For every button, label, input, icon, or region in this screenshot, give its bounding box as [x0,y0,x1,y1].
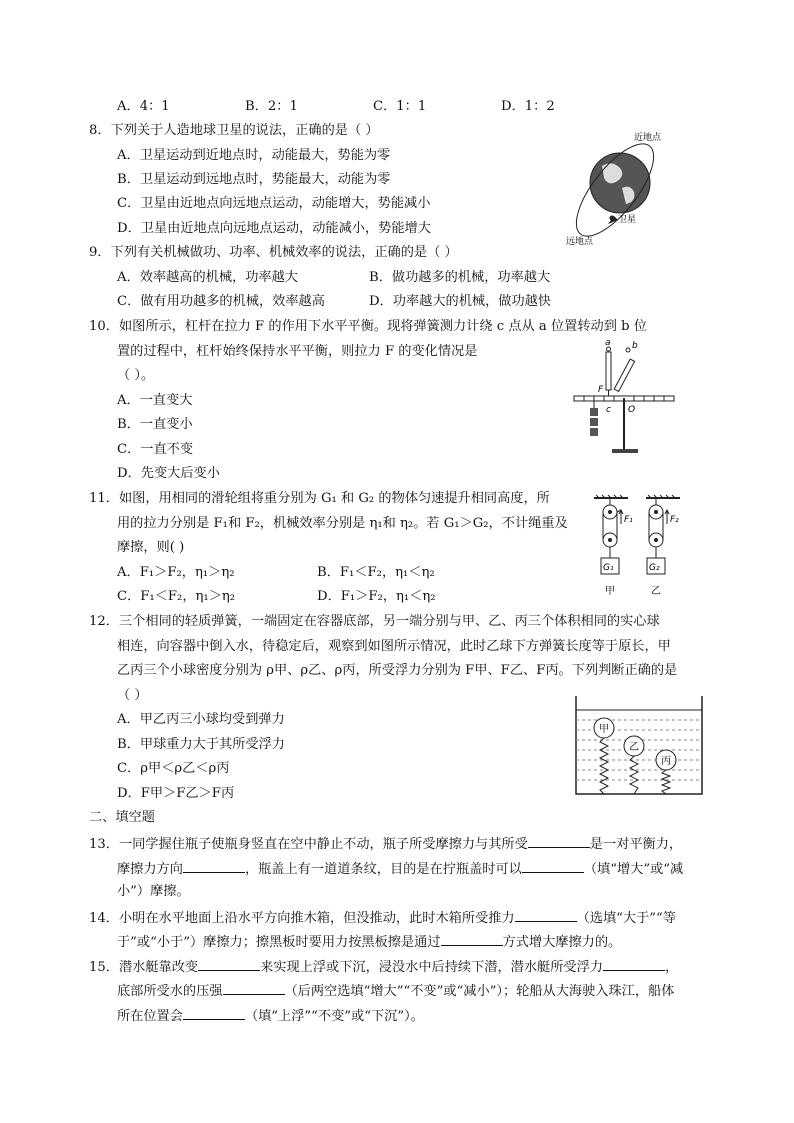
pulley-label-yi: 乙 [651,586,661,597]
pulley-label-g2: G₂ [649,563,660,573]
q14-text-3: 于”或“小于”）摩擦力；擦黑板时要用力按黑板擦是通过 [117,935,441,950]
q10-stem-line2: 置的过程中，杠杆始终保持水平平衡，则拉力 F 的变化情况是 [117,344,478,359]
q13-blank-3[interactable] [522,858,584,873]
pulley-label-jia: 甲 [605,586,615,597]
q13-text-1: 13．一同学握住瓶子使瓶身竖直在空中静止不动，瓶子所受摩擦力与其所受 [89,837,528,852]
section-fill-in-title: 二、填空题 [89,810,155,825]
q13-blank-2[interactable] [183,858,245,873]
pulley-label-f1: F₁ [624,515,633,525]
q11-stem-line3: 摩擦，则( ) [117,540,185,555]
q10-option-c: C．一直不变 [117,442,194,457]
q10-stem-line3: （ ）。 [117,368,155,383]
q7-options [117,97,629,117]
q12-option-a: A．甲乙丙三小球均受到弹力 [117,712,285,727]
q11-option-c: C．F₁＜F₂，η₁＞η₂ [117,589,236,604]
q14-text-1: 14．小明在水平地面上沿水平方向推木箱，但没推动，此时木箱所受推力 [89,911,515,926]
q9-options-row2 [117,292,621,312]
satellite-label: 卫星 [618,215,637,225]
q8-option-b: B．卫星运动到远地点时，势能最大，动能为零 [117,172,391,187]
pulley-label-f2: F₂ [670,515,679,525]
lever-label-c: c [606,405,611,415]
q15-text-4: 底部所受水的压强 [117,984,223,999]
q9-option-c: C．做有用功越多的机械，效率越高 [117,294,325,309]
q8-option-d: D．卫星由近地点向远地点运动，动能减小，势能增大 [117,221,431,236]
q13-text-5: （填“增大”或“减 [583,862,684,877]
q7-option-a: A．4：1 [117,99,170,114]
q14-line1 [89,907,676,929]
q15-blank-2[interactable] [603,956,665,971]
ball-label-yi: 乙 [629,742,639,753]
q9-stem: 9．下列有关机械做功、功率、机械效率的说法，正确的是（ ） [89,245,458,260]
q15-text-7: （填“上浮”“不变”或“下沉”）。 [244,1009,424,1024]
lever-label-f: F [598,385,604,395]
q10-option-d: D．先变大后变小 [117,466,220,481]
q13-line3: 小”）摩擦。 [117,884,190,899]
q13-text-3: 摩擦力方向 [117,862,183,877]
q9-option-d: D．功率越大的机械，做功越快 [369,294,552,309]
q15-text-6: 所在位置会 [117,1009,183,1024]
q15-blank-3[interactable] [223,980,285,995]
q9-option-b: B．做功越多的机械，功率越大 [369,270,551,285]
q8-stem: 8．下列关于人造地球卫星的说法，正确的是（ ） [89,123,379,138]
lever-label-a: a [605,338,611,348]
q12-stem-line4: （ ） [117,688,148,703]
q14-text-4: 方式增大摩擦力的。 [502,935,622,950]
apogee-label: 远地点 [566,237,594,247]
q12-option-d: D．F甲＞F乙＞F丙 [117,786,235,801]
q13-line1 [89,833,682,855]
q7-option-b: B．2：1 [245,99,298,114]
satellite-orbit-figure [560,128,680,250]
q10-option-b: B．一直变小 [117,417,193,432]
lever-label-o: O [628,405,636,415]
q13-text-4: ，瓶盖上有一道道条纹，目的是在拧瓶盖时可以 [244,862,522,877]
q14-text-2: （选填“大于”“等 [576,911,676,926]
q14-line2 [117,931,621,953]
q11-stem-line2: 用的拉力分别是 F₁和 F₂，机械效率分别是 η₁和 η₂。若 G₁＞G₂，不计绳重及 [117,516,568,531]
ball-label-bing: 丙 [661,756,671,767]
perigee-label: 近地点 [634,133,662,143]
q11-option-a: A．F₁＞F₂，η₁＞η₂ [117,565,235,580]
q11-stem-line1: 11．如图，用相同的滑轮组将重分别为 G₁ 和 G₂ 的物体匀速提升相同高度，所 [89,491,550,506]
q13-text-2: 是一对平衡力， [589,837,683,852]
q12-stem-line1: 12．三个相同的轻质弹簧，一端固定在容器底部，另一端分别与甲、乙、丙三个体积相同的实心球 [89,614,660,629]
q13-line2 [117,858,683,880]
q12-option-b: B．甲球重力大于其所受浮力 [117,737,285,752]
q8-option-a: A．卫星运动到近地点时，动能最大，势能为零 [117,148,391,163]
q15-text-5: （后两空选填“增大”“不变”或“减小”）；轮船从大海驶入珠江，船体 [284,984,675,999]
q11-options-row2 [117,587,569,607]
spring-balls-figure [574,694,704,796]
lever-label-b: b [632,341,638,351]
q15-blank-1[interactable] [198,956,260,971]
lever-figure [570,338,682,456]
q7-option-c: C．1：1 [373,99,427,114]
ball-label-jia: 甲 [599,724,609,735]
q15-text-3: ， [664,960,679,975]
q9-option-a: A．效率越高的机械，功率越大 [117,270,298,285]
pulley-label-g1: G₁ [603,563,614,573]
q11-options-row1 [117,563,569,583]
q11-option-b: B．F₁＜F₂，η₁＜η₂ [317,565,435,580]
q15-blank-4[interactable] [183,1005,245,1020]
q8-option-c: C．卫星由近地点向远地点运动，动能增大，势能减小 [117,196,431,211]
q15-line1 [89,956,678,978]
q15-text-2: 来实现上浮或下沉，浸没水中后持续下潜，潜水艇所受浮力 [260,960,603,975]
q12-stem-line3: 乙丙三个小球密度分别为 ρ甲、ρ乙、ρ丙，所受浮力分别为 F甲、F乙、F丙。下列判断正确的是 [117,663,678,678]
q11-option-d: D．F₁＞F₂，η₁＜η₂ [317,589,436,604]
q13-blank-1[interactable] [528,833,590,848]
q10-option-a: A．一直变大 [117,393,193,408]
q14-blank-1[interactable] [515,907,577,922]
q15-text-1: 15．潜水艇靠改变 [89,960,199,975]
q10-stem-line1: 10．如图所示，杠杆在拉力 F 的作用下水平平衡。现将弹簧测力计绕 c 点从 a 位置转动到 b 位 [89,319,647,334]
pulley-figure [590,494,694,600]
q7-option-d: D．1：2 [501,99,555,114]
q12-stem-line2: 相连，向容器中倒入水，待稳定后，观察到如图所示情况，此时乙球下方弹簧长度等于原长，甲 [117,639,671,654]
q9-options-row1 [117,268,621,288]
q12-option-c: C．ρ甲＜ρ乙＜ρ丙 [117,761,230,776]
q15-line3 [117,1005,424,1027]
q15-line2 [117,980,674,1002]
q14-blank-2[interactable] [441,931,503,946]
